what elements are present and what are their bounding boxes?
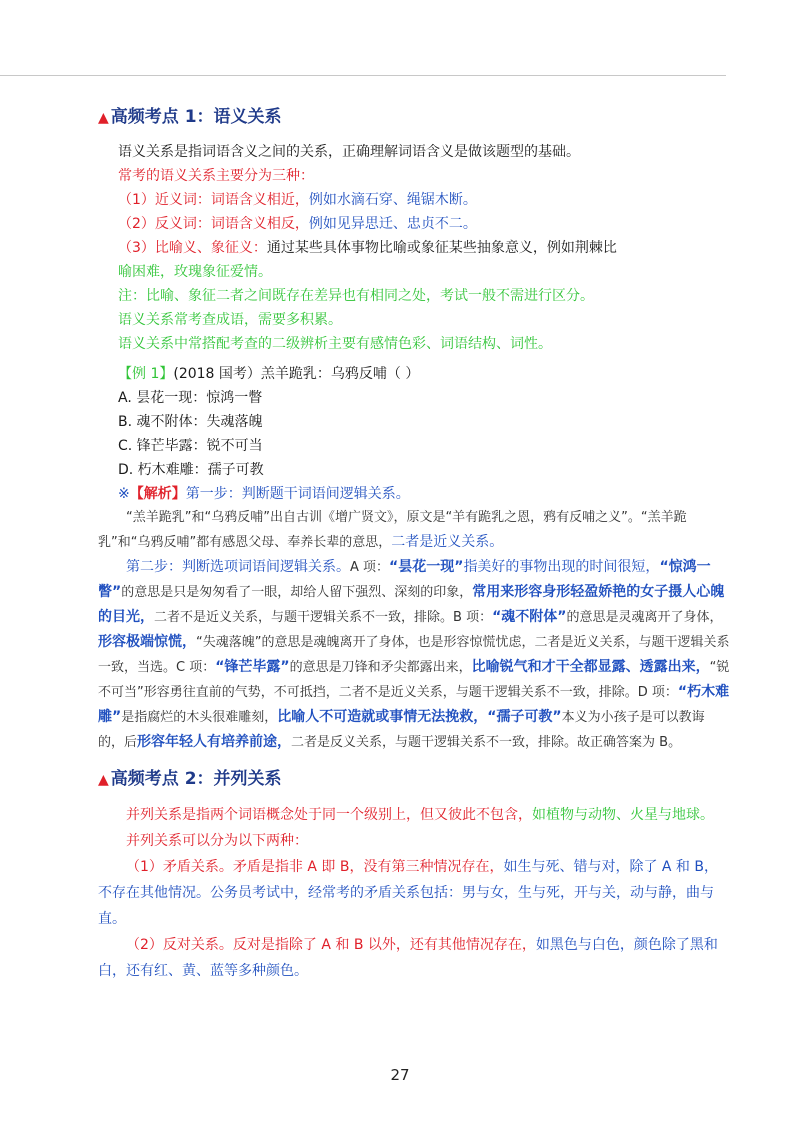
analysis-tag: 【解析】: [129, 486, 186, 502]
option-d-usage: 比喻人不可造就或事情无法挽救，: [277, 709, 488, 725]
triangle-icon: ▲: [98, 110, 109, 126]
type-antonym-example: 例如见异思迁、忠贞不二。: [308, 216, 477, 232]
type-synonym: [118, 188, 730, 212]
option-d-meaning: 是指腐烂的木头很难雕刻，: [121, 710, 278, 725]
option-c-usage: 比喻锐气和才干全都显露、透露出来，: [471, 659, 710, 675]
analysis-step-1: 第一步：判断题干词语间逻辑关系。: [185, 486, 410, 502]
parallel-type-contrary: [98, 932, 730, 984]
analysis-step-1-body: [98, 506, 730, 555]
example-stem: [118, 362, 730, 386]
type-metaphor-label: （3）比喻义、象征义：: [118, 240, 267, 256]
option-b-usage: 形容极端惊慌，: [98, 634, 196, 650]
option-b-meaning: 的意思是灵魂离开了身体，: [566, 610, 723, 625]
note-3: 语义关系中常搭配考查的二级辨析主要有感情色彩、词语结构、词性。: [118, 336, 552, 352]
option-a-meaning-1: 指美好的事物出现的时间很短，: [463, 559, 660, 575]
option-c-conclusion: “锐不可当”形容勇往直前的气势，不可抵挡，二者不是近义关系，与题干逻辑关系不一致，排除。: [98, 660, 730, 700]
type-synonym-example: 例如水滴石穿、绳锯木断。: [308, 192, 477, 208]
option-d-usage-2: 形容年轻人有培养前途，: [137, 734, 292, 750]
section-title-1: 高频考点 1：语义关系: [110, 107, 282, 127]
type-metaphor: [118, 236, 730, 260]
parallel-types-intro: 并列关系可以分为以下两种：: [126, 833, 308, 849]
contrary-examples: 如黑色与白色，颜色除了黑和白，还有红、黄、蓝等多种颜色。: [98, 937, 718, 979]
contrary-definition: （2）反对关系。反对是指除了 A 和 B 以外，还有其他情况存在，: [126, 937, 536, 953]
example-tag: 【例 1】: [118, 366, 174, 382]
header-rule: [0, 75, 726, 76]
option-a-meaning-2: 的意思是只是匆匆看了一眼，却给人留下强烈、深刻的印象，: [121, 585, 473, 600]
section-title-2: 高频考点 2：并列关系: [110, 769, 282, 789]
option-b-conclusion: “失魂落魄”的意思是魂魄离开了身体，也是形容惊慌忧虑，二者是近义关系，与题干逻辑关系一致，当选。: [98, 635, 730, 675]
note-2: 语义关系常考查成语，需要多积累。: [118, 312, 342, 328]
semantic-types-intro: 常考的语义关系主要分为三种：: [118, 168, 314, 184]
option-a-word-1: “昙花一现”: [389, 559, 464, 575]
type-metaphor-desc: 通过某些具体事物比喻或象征某些抽象意义，例如荆棘比: [266, 240, 617, 256]
parallel-definition: [98, 802, 730, 828]
analysis-step-2-body: [98, 555, 730, 755]
contradiction-examples: 如生与死、错与对，除了 A 和 B，不存在其他情况。公务员考试中，经常考的矛盾关系包括：男与女，生与死，开与关，动与静，曲与直。: [98, 859, 718, 927]
option-b-label: B 项：: [453, 610, 493, 625]
option-a-word-2: “惊鸿一瞥”: [98, 559, 711, 600]
parallel-definition-text: 并列关系是指两个词语概念处于同一个级别上，但又彼此不包含，: [126, 807, 532, 823]
analysis-step-2: 第二步：判断选项词语间逻辑关系。: [126, 559, 350, 575]
reference-mark-icon: ※: [118, 486, 130, 502]
example-question: (2018 国考）羔羊跪乳：乌鸦反哺（ ）: [173, 366, 420, 382]
option-a: A. 昙花一现：惊鸿一瞥: [118, 390, 263, 406]
option-a-label: A 项：: [350, 560, 390, 575]
analysis-step-1-text: “羔羊跪乳”和“乌鸦反哺”出自古训《增广贤文》，原文是“羊有跪乳之恩，鸦有反哺之义”。“羔羊跪乳”和“乌鸦反哺”都有感恩父母、奉养长辈的意思，: [98, 510, 687, 550]
option-d-conclusion: 二者是反义关系，与题干逻辑关系不一致，排除。故正确答案为 B。: [291, 735, 682, 750]
option-a-usage: 常用来形容身形轻盈娇艳的女子摄人心魄的目光，: [98, 584, 725, 625]
option-d: D. 朽木难雕：孺子可教: [118, 462, 264, 478]
note-1: 注：比喻、象征二者之间既存在差异也有相同之处，考试一般不需进行区分。: [118, 288, 594, 304]
analysis-heading: [118, 482, 730, 506]
option-d-label: D 项：: [637, 685, 678, 700]
parallel-type-contradiction: [98, 854, 730, 932]
option-d-word: “朽木难雕”: [98, 684, 730, 725]
option-d-meaning-2: 本义为小孩子是可以教诲的，后: [98, 710, 705, 750]
option-b-word: “魂不附体”: [492, 609, 567, 625]
option-c-word: “锋芒毕露”: [215, 659, 290, 675]
type-synonym-label: （1）近义词：词语含义相近，: [118, 192, 309, 208]
type-metaphor-example: 喻困难，玫瑰象征爱情。: [118, 264, 272, 280]
section-heading-1: [98, 105, 730, 130]
option-c-meaning: 的意思是刀锋和矛尖都露出来，: [289, 660, 472, 675]
option-c: C. 锋芒毕露：锐不可当: [118, 438, 263, 454]
triangle-icon: ▲: [98, 772, 109, 788]
type-antonym-label: （2）反义词：词语含义相反，: [118, 216, 309, 232]
option-d-word-2: “孺子可教”: [487, 709, 562, 725]
section-heading-2: [98, 767, 730, 792]
contradiction-definition: （1）矛盾关系。矛盾是指非 A 即 B，没有第三种情况存在，: [126, 859, 504, 875]
semantic-definition: 语义关系是指词语含义之间的关系，正确理解词语含义是做该题型的基础。: [118, 144, 580, 160]
option-c-label: C 项：: [176, 660, 216, 675]
page-number: 27: [390, 1066, 410, 1084]
analysis-step-1-conclusion: 二者是近义关系。: [391, 534, 504, 550]
option-a-conclusion: 二者不是近义关系，与题干逻辑关系不一致，排除。: [154, 610, 454, 625]
parallel-definition-example: 如植物与动物、火星与地球。: [532, 807, 714, 823]
document-page: [98, 105, 730, 984]
type-antonym: [118, 212, 730, 236]
option-b: B. 魂不附体：失魂落魄: [118, 414, 263, 430]
